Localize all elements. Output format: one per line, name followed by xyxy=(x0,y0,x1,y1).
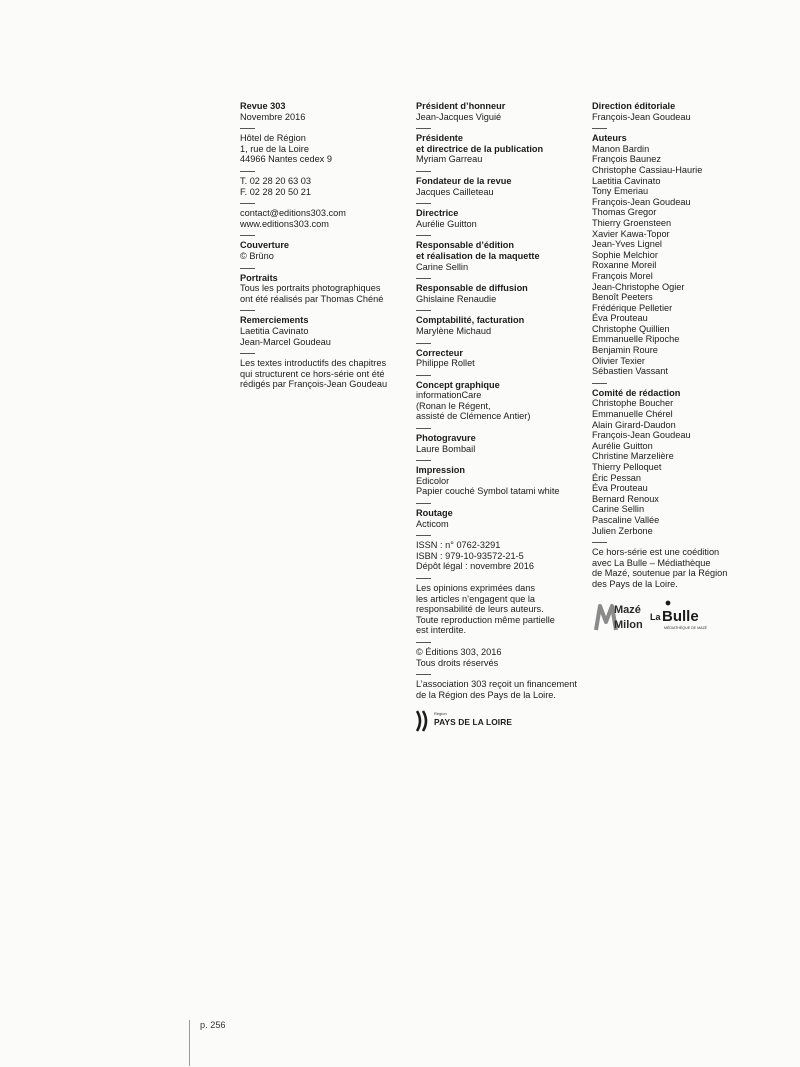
honorary-name: Jean-Jacques Viguié xyxy=(416,111,502,122)
editing-name: Carine Sellin xyxy=(416,261,469,272)
bulle-word: Bulle xyxy=(662,607,699,625)
author-name: Manon Bardin xyxy=(592,143,650,154)
divider xyxy=(416,235,431,236)
photoengraving-heading: Photogravure xyxy=(416,433,476,444)
address-line: Hôtel de Région xyxy=(240,133,306,144)
fax-number: F. 02 28 20 50 21 xyxy=(240,186,312,197)
maze-line1: Mazé xyxy=(614,603,641,616)
column-publication-info xyxy=(240,101,410,390)
founder-name: Jacques Cailleteau xyxy=(416,186,494,197)
design-line: (Ronan le Régent, xyxy=(416,400,491,411)
coedition-line: de Mazé, soutenue par la Région xyxy=(592,568,728,579)
divider xyxy=(416,460,431,461)
president-name: Myriam Garreau xyxy=(416,154,483,165)
committee-member: Carine Sellin xyxy=(592,504,645,515)
bulle-dot-icon xyxy=(666,600,671,605)
opinions-line: Les opinions exprimées dans xyxy=(416,583,535,593)
website-link[interactable]: www.editions303.com xyxy=(240,218,329,229)
cover-block xyxy=(240,240,410,261)
editing-heading: Responsable d’édition xyxy=(416,240,515,251)
author-name: Benoît Peeters xyxy=(592,292,653,303)
committee-member: Éva Prouteau xyxy=(592,483,648,494)
divider xyxy=(416,578,431,579)
committee-member: Julien Zerbone xyxy=(592,525,653,536)
committee-member: Éric Pessan xyxy=(592,472,642,483)
revue-title: Revue 303 xyxy=(240,101,286,111)
cover-heading: Couverture xyxy=(240,240,290,251)
coedition-line: avec La Bulle – Médiathèque xyxy=(592,557,711,568)
design-line: assisté de Clémence Antier) xyxy=(416,411,531,422)
page-number: p. 256 xyxy=(200,1020,226,1030)
footer-rule xyxy=(189,1020,190,1066)
honorary-block xyxy=(416,101,588,122)
accounting-name: Marylène Michaud xyxy=(416,325,492,336)
president-heading: Présidente xyxy=(416,133,463,144)
funding-line: de la Région des Pays de la Loire. xyxy=(416,689,556,700)
intro-note-line: Les textes introductifs des chapitres xyxy=(240,358,387,369)
portraits-block xyxy=(240,273,410,305)
director-heading: Directrice xyxy=(416,208,459,219)
revue-block xyxy=(240,101,410,122)
printing-heading: Impression xyxy=(416,465,466,476)
committee-member: Christophe Boucher xyxy=(592,398,674,409)
founder-block xyxy=(416,176,588,197)
committee-member: Emmanuelle Chérel xyxy=(592,409,673,420)
column-staff xyxy=(416,101,588,732)
authors-block xyxy=(592,133,752,377)
address-block xyxy=(240,133,410,165)
honorary-heading: Président d’honneur xyxy=(416,101,506,111)
divider xyxy=(416,535,431,536)
author-name: Roxanne Moreil xyxy=(592,260,657,271)
committee-member: Pascaline Vallée xyxy=(592,514,660,525)
proofreader-heading: Correcteur xyxy=(416,347,463,358)
divider xyxy=(416,375,431,376)
accounting-heading: Comptabilité, facturation xyxy=(416,315,525,326)
printing-line: Papier couché Symbol tatami white xyxy=(416,486,560,497)
divider xyxy=(240,128,255,129)
copyright-line: Tous droits réservés xyxy=(416,657,499,668)
author-name: Emmanuelle Ripoche xyxy=(592,334,680,345)
web-block xyxy=(240,208,410,229)
opinions-block xyxy=(416,583,588,636)
maze-milon-logo xyxy=(594,600,646,632)
portraits-heading: Portraits xyxy=(240,272,278,283)
opinions-line: est interdite. xyxy=(416,625,467,636)
proofreader-name: Philippe Rollet xyxy=(416,358,475,369)
author-name: François Morel xyxy=(592,270,653,281)
opinions-line: responsabilité de leurs auteurs. xyxy=(416,604,544,615)
author-name: Xavier Kawa-Topor xyxy=(592,228,670,239)
email-link[interactable]: contact@editions303.com xyxy=(240,208,346,219)
phone-number: T. 02 28 20 63 03 xyxy=(240,175,312,186)
divider xyxy=(416,278,431,279)
copyright-block xyxy=(416,647,588,668)
committee-heading: Comité de rédaction xyxy=(592,387,681,398)
phone-block xyxy=(240,176,410,197)
photoengraving-block xyxy=(416,433,588,454)
editorial-heading: Direction éditoriale xyxy=(592,101,676,111)
thanks-heading: Remerciements xyxy=(240,315,309,326)
author-name: Christophe Cassiau-Haurie xyxy=(592,164,703,175)
author-name: Sébastien Vassant xyxy=(592,366,668,377)
legal-deposit-line: Dépôt légal : novembre 2016 xyxy=(416,561,534,572)
bulle-la: La xyxy=(650,611,661,622)
coedition-line: Ce hors-série est une coédition xyxy=(592,547,720,558)
revue-date: Novembre 2016 xyxy=(240,111,306,122)
author-name: Olivier Texier xyxy=(592,355,645,366)
author-name: François-Jean Goudeau xyxy=(592,196,691,207)
committee-block xyxy=(592,388,752,536)
committee-member: Alain Girard-Daudon xyxy=(592,419,676,430)
column-editorial xyxy=(592,101,752,634)
author-name: Éva Prouteau xyxy=(592,313,648,324)
divider xyxy=(592,542,607,543)
design-line: informationCare xyxy=(416,390,482,401)
printing-line: Edicolor xyxy=(416,475,450,486)
author-name: Frédérique Pelletier xyxy=(592,302,673,313)
author-name: Jean-Yves Lignel xyxy=(592,239,662,250)
divider xyxy=(416,310,431,311)
coedition-line: des Pays de la Loire. xyxy=(592,578,678,589)
address-line: 44966 Nantes cedex 9 xyxy=(240,154,332,165)
maze-line2: Milon xyxy=(614,618,643,631)
distribution-name: Ghislaine Renaudie xyxy=(416,293,497,304)
portraits-line: ont été réalisés par Thomas Chéné xyxy=(240,293,384,304)
divider xyxy=(240,203,255,204)
divider xyxy=(416,428,431,429)
intro-note-line: qui structurent ce hors-série ont été xyxy=(240,368,385,379)
author-name: Thomas Gregor xyxy=(592,207,657,218)
opinions-line: les articles n’engagent que la xyxy=(416,593,536,604)
bulle-sub: MÉDIATHÈQUE DE MAZÉ xyxy=(664,625,708,630)
divider xyxy=(416,343,431,344)
editorial-block xyxy=(592,101,752,122)
author-name: Christophe Quillien xyxy=(592,323,670,334)
distribution-block xyxy=(416,283,588,304)
editing-block xyxy=(416,240,588,272)
printing-block xyxy=(416,465,588,497)
region-chevron-icon xyxy=(416,710,432,732)
copyright-line: © Éditions 303, 2016 xyxy=(416,646,502,657)
president-heading: et directrice de la publication xyxy=(416,143,544,154)
thanks-name: Jean-Marcel Goudeau xyxy=(240,336,331,347)
committee-member: Bernard Renoux xyxy=(592,493,659,504)
divider xyxy=(416,503,431,504)
divider xyxy=(416,171,431,172)
editing-heading: et réalisation de la maquette xyxy=(416,250,540,261)
committee-member: Thierry Pelloquet xyxy=(592,462,662,472)
founder-heading: Fondateur de la revue xyxy=(416,175,512,186)
distribution-heading: Responsable de diffusion xyxy=(416,283,528,294)
accounting-block xyxy=(416,315,588,336)
divider xyxy=(416,203,431,204)
proofreader-block xyxy=(416,348,588,369)
divider xyxy=(416,642,431,643)
divider xyxy=(240,268,255,269)
director-name: Aurélie Guitton xyxy=(416,218,477,229)
routing-name: Acticom xyxy=(416,518,449,529)
committee-member: François-Jean Goudeau xyxy=(592,430,691,441)
committee-member: Christine Marzelière xyxy=(592,451,674,462)
photoengraving-name: Laure Bombail xyxy=(416,443,476,454)
divider xyxy=(416,128,431,129)
region-pays-de-la-loire-logo xyxy=(416,710,588,732)
thanks-block xyxy=(240,315,410,347)
funding-block xyxy=(416,679,588,700)
divider xyxy=(240,310,255,311)
issn-line: ISSN : n° 0762-3291 xyxy=(416,540,501,551)
author-name: Thierry Groensteen xyxy=(592,217,672,228)
president-block xyxy=(416,133,588,165)
isbn-line: ISBN : 979-10-93572-21-5 xyxy=(416,550,524,561)
coedition-block xyxy=(592,547,752,589)
divider xyxy=(416,674,431,675)
funding-line: L’association 303 reçoit un financement xyxy=(416,679,577,690)
divider xyxy=(592,383,607,384)
divider xyxy=(240,171,255,172)
partner-logos xyxy=(592,598,752,634)
design-block xyxy=(416,380,588,422)
author-name: Jean-Christophe Ogier xyxy=(592,281,685,292)
divider xyxy=(240,235,255,236)
address-line: 1, rue de la Loire xyxy=(240,143,309,154)
author-name: François Baunez xyxy=(592,154,661,165)
thanks-name: Laetitia Cavinato xyxy=(240,325,309,336)
committee-member: Aurélie Guitton xyxy=(592,440,653,451)
portraits-line: Tous les portraits photographiques xyxy=(240,283,381,294)
intro-note-line: rédigés par François-Jean Goudeau xyxy=(240,379,388,390)
routing-heading: Routage xyxy=(416,508,453,519)
divider xyxy=(240,353,255,354)
routing-block xyxy=(416,508,588,529)
legal-ids-block xyxy=(416,540,588,572)
intro-note-block xyxy=(240,358,410,390)
editorial-name: François-Jean Goudeau xyxy=(592,111,691,122)
director-block xyxy=(416,208,588,229)
region-name-label: PAYS DE LA LOIRE xyxy=(434,717,513,728)
region-small-label: Région xyxy=(434,711,447,717)
author-name: Sophie Melchior xyxy=(592,249,658,260)
divider xyxy=(592,128,607,129)
la-bulle-logo xyxy=(650,598,708,632)
author-name: Benjamin Roure xyxy=(592,345,658,356)
opinions-line: Toute reproduction même partielle xyxy=(416,614,555,625)
authors-heading: Auteurs xyxy=(592,133,627,144)
author-name: Laetitia Cavinato xyxy=(592,175,661,186)
cover-credit: © Brüno xyxy=(240,250,274,261)
design-heading: Concept graphique xyxy=(416,379,500,390)
author-name: Tony Emeriau xyxy=(592,186,649,197)
